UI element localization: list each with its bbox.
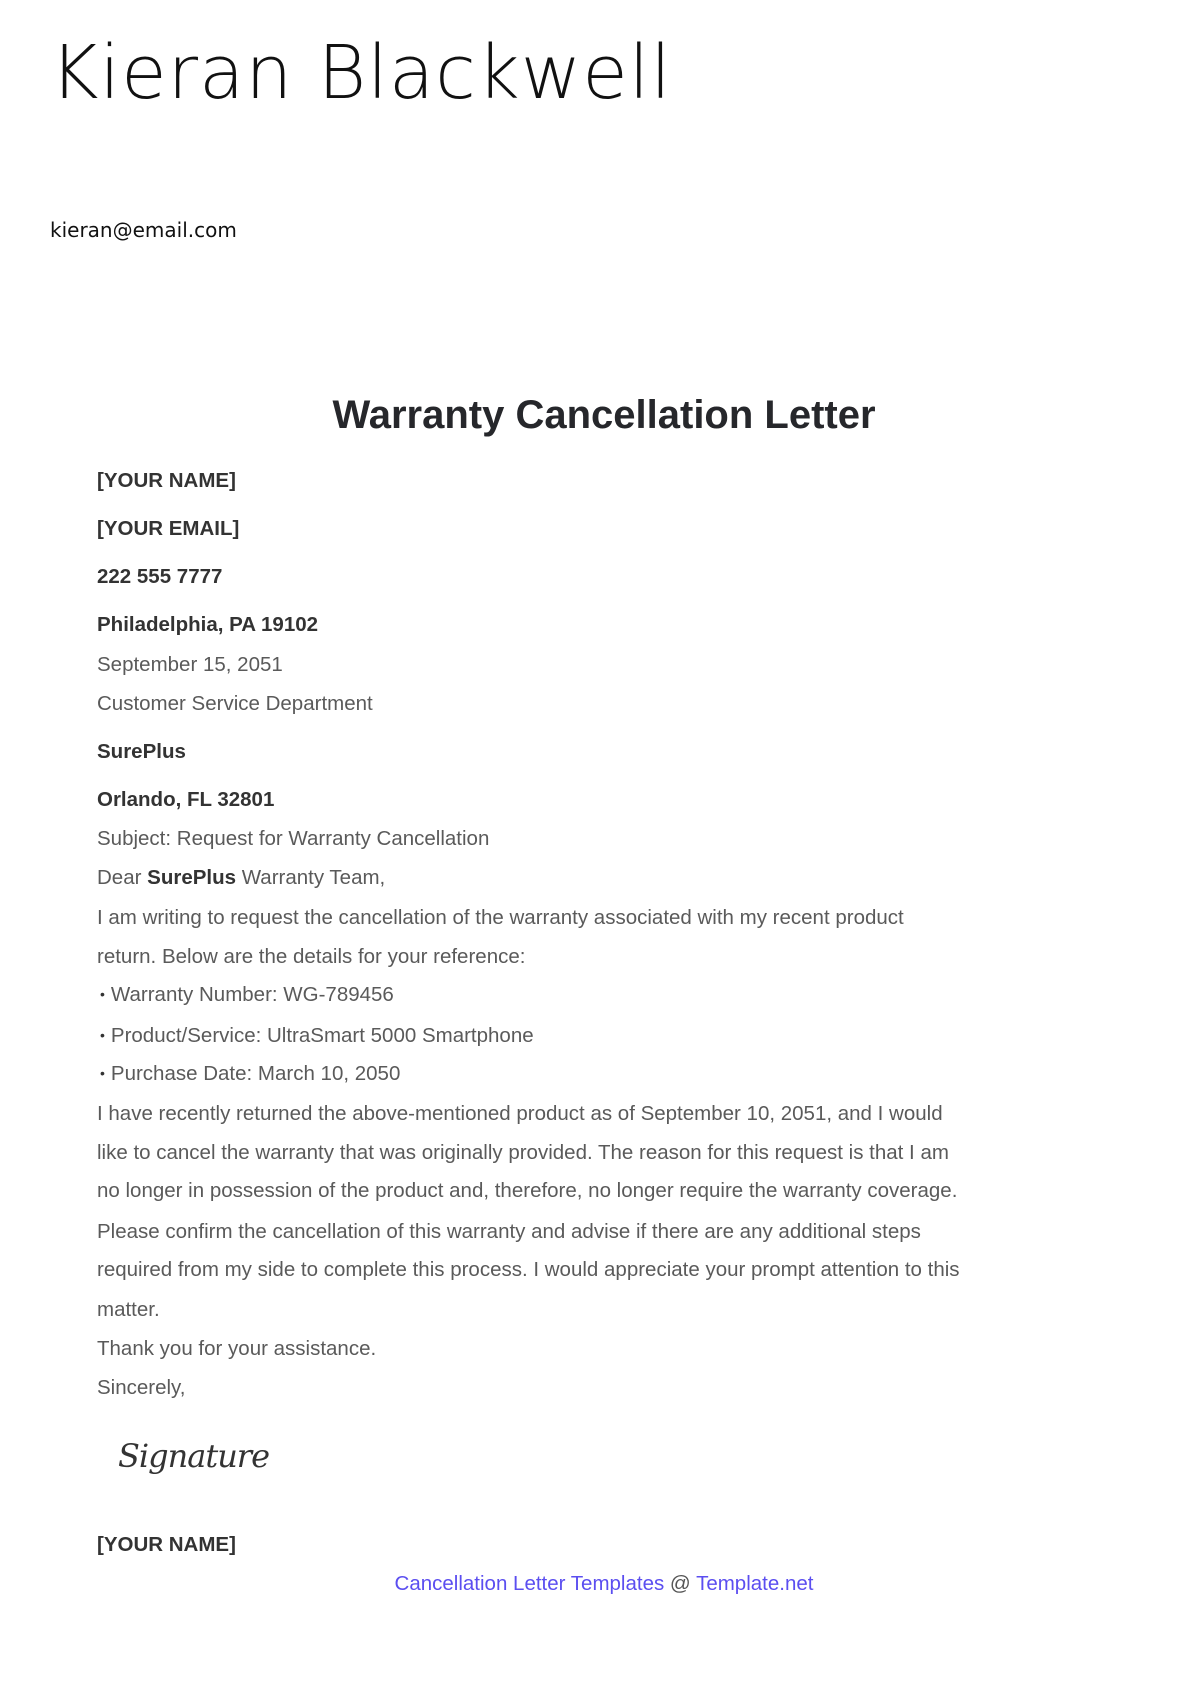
- intro-line: return. Below are the details for your reference:: [97, 945, 526, 968]
- sender-name: [YOUR NAME]: [97, 469, 236, 492]
- closing-line: Sincerely,: [97, 1376, 186, 1399]
- sender-phone: 222 555 7777: [97, 565, 223, 588]
- recipient-city: Orlando, FL 32801: [97, 788, 275, 811]
- letter-date: September 15, 2051: [97, 653, 283, 676]
- recipient-company: SurePlus: [97, 740, 186, 763]
- intro-line: I am writing to request the cancellation of the warranty associated with my recent product: [97, 906, 904, 929]
- footer-separator: @: [664, 1572, 697, 1595]
- body-line: I have recently returned the above-mentioned product as of September 10, 2051, and I would: [97, 1102, 943, 1125]
- greeting-company: SurePlus: [147, 866, 237, 889]
- bullet-text: Product/Service: UltraSmart 5000 Smartphone: [110, 1024, 534, 1047]
- sender-email: [YOUR EMAIL]: [97, 517, 240, 540]
- body-line: like to cancel the warranty that was originally provided. The reason for this request is that I am: [97, 1141, 949, 1164]
- author-name: Kieran Blackwell: [50, 30, 672, 116]
- body-line: no longer in possession of the product and, therefore, no longer require the warranty coverage.: [97, 1179, 958, 1202]
- body-line: Please confirm the cancellation of this warranty and advise if there are any additional steps: [97, 1220, 921, 1243]
- bullet-item: [100, 1024, 534, 1048]
- signature-image: Signature: [118, 1437, 270, 1475]
- bullet-text: Purchase Date: March 10, 2050: [110, 1062, 401, 1085]
- bullet-item: [100, 983, 394, 1007]
- cancellation-templates-link[interactable]: Cancellation Letter Templates: [394, 1572, 665, 1595]
- template-net-link[interactable]: Template.net: [696, 1572, 814, 1595]
- bullet-text: Warranty Number: WG-789456: [110, 983, 394, 1006]
- greeting-pre: Dear: [97, 866, 148, 889]
- thanks-line: Thank you for your assistance.: [97, 1337, 377, 1360]
- author-email: kieran@email.com: [50, 218, 237, 242]
- subject-line: Subject: Request for Warranty Cancellation: [97, 827, 490, 850]
- greeting: [97, 866, 385, 890]
- footer: [0, 1572, 1200, 1596]
- signoff-name: [YOUR NAME]: [97, 1533, 236, 1556]
- sender-city: Philadelphia, PA 19102: [97, 613, 319, 636]
- body-line: matter.: [97, 1298, 160, 1321]
- greeting-post: Warranty Team,: [236, 866, 386, 889]
- letter-title: Warranty Cancellation Letter: [332, 393, 876, 437]
- recipient-dept: Customer Service Department: [97, 692, 373, 715]
- bullet-item: [100, 1062, 400, 1086]
- body-line: required from my side to complete this process. I would appreciate your prompt attention to this: [97, 1258, 960, 1281]
